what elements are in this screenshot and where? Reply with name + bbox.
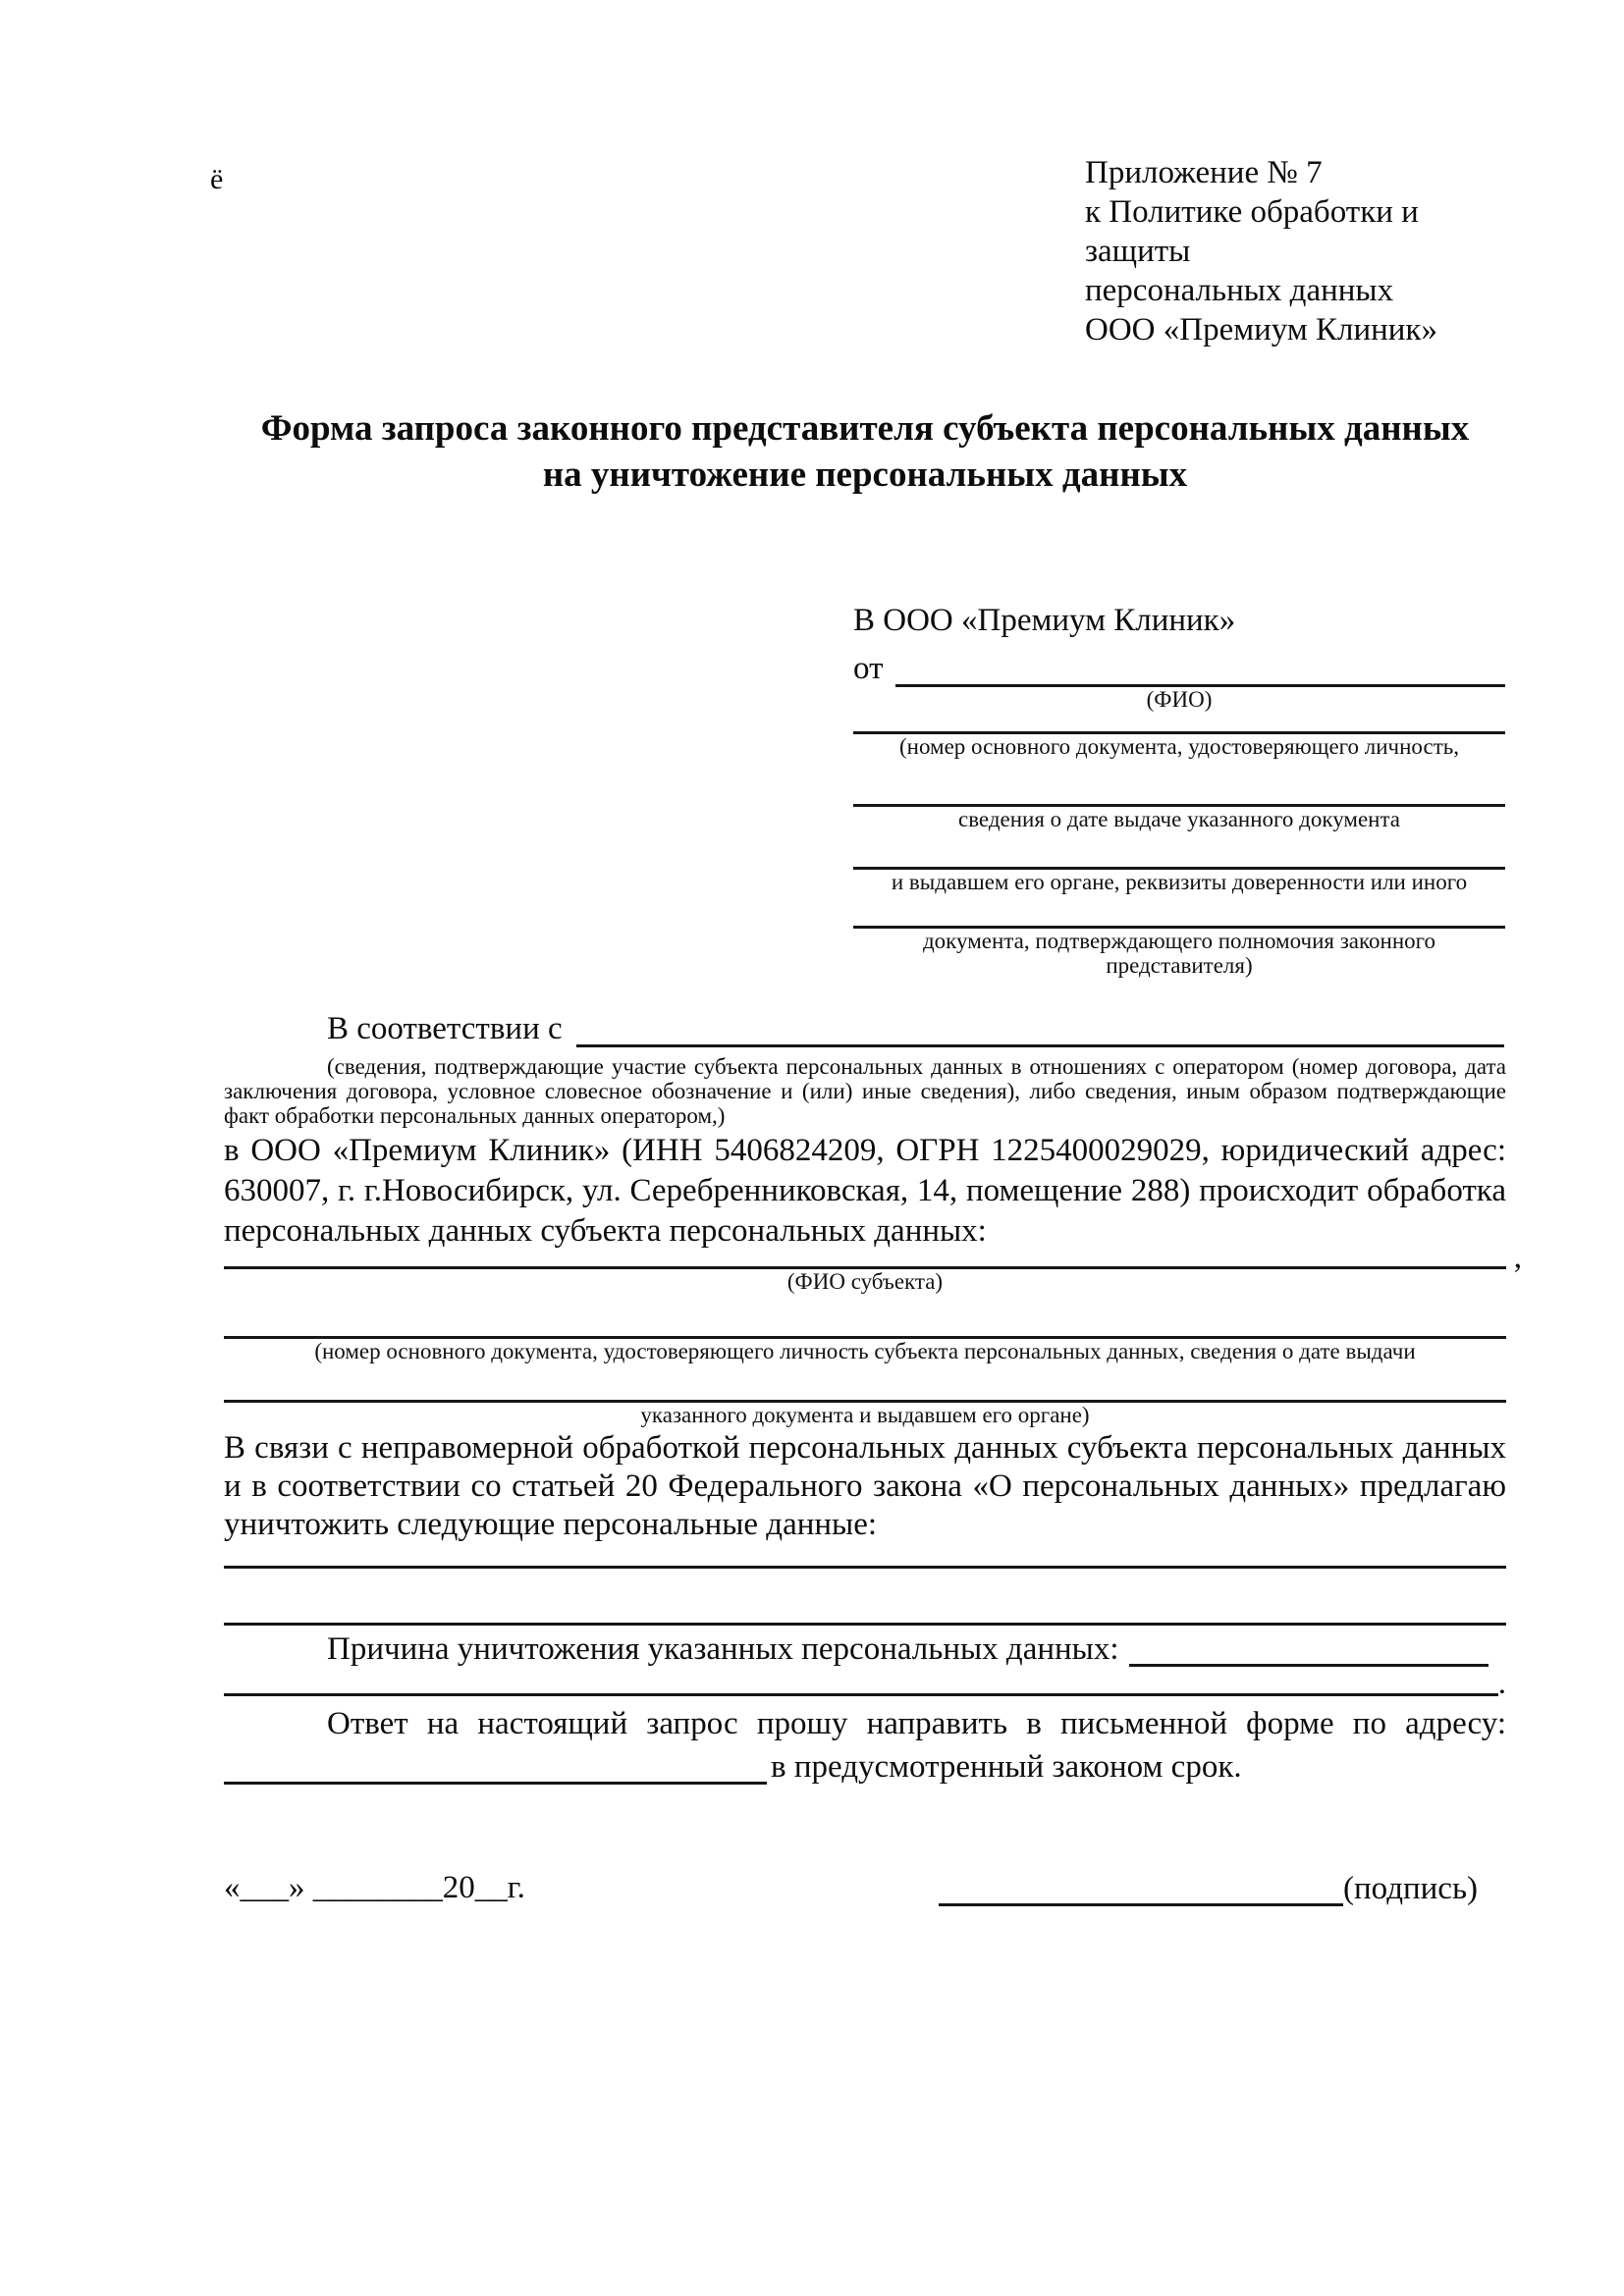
subject-fields-block (224, 1240, 1522, 1427)
signature-group (939, 1865, 1506, 1906)
representative-doc-blank-field (853, 759, 1505, 807)
response-paragraph: Ответ на настоящий запрос прошу направить в письменной форме по адресу: (327, 1706, 1506, 1741)
representative-doc-blank-field (853, 894, 1505, 929)
response-tail-text: в предусмотренный законом срок. (771, 1749, 1242, 1785)
subject-fio-caption: (ФИО субъекта) (786, 1269, 944, 1294)
appendix-note-line: персональных данных (1085, 273, 1394, 308)
form-title-line-2: на уничтожение персональных данных (542, 454, 1188, 495)
representative-doc-caption: документа, подтверждающего полномочия законного представителя) (922, 929, 1435, 978)
operator-paragraph: в ООО «Премиум Клиник» (ИНН 5406824209, ОГРН 1225400029029, юридический адрес: 630007, г. г.Новосибирск, ул. Серебренниковская, 14, помещение 288) происходит обработка персональных данных субъекта персональных данных: (224, 1133, 1506, 1249)
accordance-note: (сведения, подтверждающие участие субъекта персональных данных в отношениях с оператором (номер договора, дата заключения договора, условное словесное обозначение и (или) иные сведения), либо сведения, иным образом подтверждающие факт обработки персональных данных оператором,) (224, 1054, 1506, 1128)
accordance-blank-field (576, 1006, 1504, 1047)
representative-doc-blank-field (853, 831, 1505, 870)
appendix-note-line: к Политике обработки и защиты (1085, 194, 1419, 269)
subject-fio-blank-field (224, 1240, 1522, 1275)
subject-doc-caption: указанного документа и выдавшем его органе) (640, 1403, 1090, 1427)
representative-doc-caption: и выдавшем его органе, реквизиты доверенности или иного (891, 870, 1468, 894)
addressee-block (853, 599, 1505, 978)
data-blank-field (224, 1623, 1506, 1626)
data-blank-field (224, 1566, 1506, 1569)
subject-doc-blank-field (224, 1363, 1506, 1403)
from-label: от (853, 651, 884, 686)
appendix-note (1085, 153, 1522, 349)
response-address-row (224, 1747, 1506, 1785)
signature-caption: (подпись) (1343, 1871, 1478, 1906)
trailing-period: . (1497, 1666, 1506, 1701)
subject-doc-caption: (номер основного документа, удостоверяющего личность субъекта персональных данных, сведения о дате выдачи (314, 1339, 1416, 1363)
address-blank-field (224, 1747, 767, 1785)
appendix-note-line: ООО «Премиум Клиник» (1085, 312, 1437, 347)
subject-doc-blank-field (224, 1294, 1506, 1339)
signature-blank-field (939, 1865, 1343, 1906)
representative-doc-blank-field (853, 712, 1505, 734)
reason-label: Причина уничтожения указанных персональных данных: (327, 1631, 1119, 1667)
trailing-comma: , (1513, 1240, 1522, 1275)
signature-row (224, 1865, 1506, 1906)
addressee-to: В ООО «Премиум Клиник» (853, 603, 1236, 638)
request-paragraph: В связи с неправомерной обработкой персональных данных субъекта персональных данных и в соответствии со статьей 20 Федерального закона «О персональных данных» предлагаю уничтожить следующие персональные данные: (224, 1430, 1506, 1542)
accordance-row (224, 1006, 1504, 1047)
from-field-row (853, 642, 1505, 687)
date-line: «___» ________20__г. (224, 1870, 525, 1905)
appendix-note-line: Приложение № 7 (1085, 155, 1323, 190)
reason-continuation-row (224, 1659, 1506, 1701)
representative-doc-caption: (номер основного документа, удостоверяющего личность, (898, 734, 1459, 759)
fio-caption: (ФИО) (1146, 687, 1213, 712)
representative-doc-caption: сведения о дате выдаче указанного документа (957, 807, 1401, 831)
form-title (224, 405, 1506, 498)
accordance-label: В соответствии с (327, 1011, 563, 1046)
form-title-line-1: Форма запроса законного представителя субъекта персональных данных (260, 408, 1470, 449)
reason-blank-field (224, 1659, 1498, 1696)
stray-character: ё (210, 163, 224, 195)
from-blank-field (895, 642, 1506, 687)
